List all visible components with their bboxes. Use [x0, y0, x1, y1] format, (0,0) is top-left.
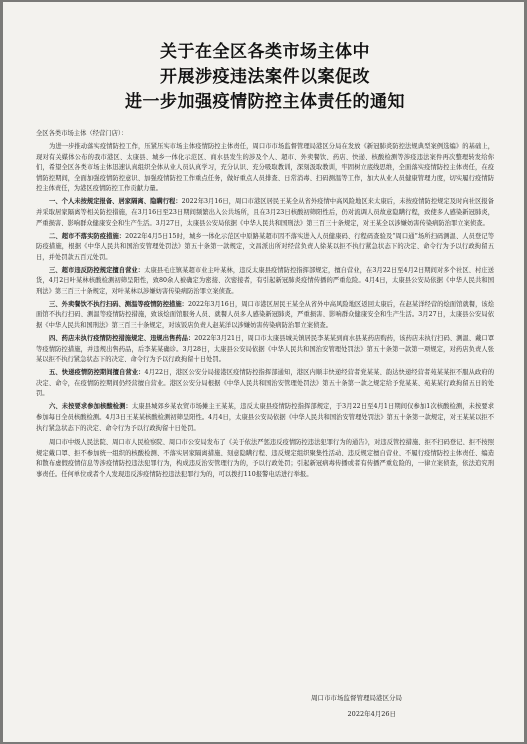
section-5 [36, 334, 494, 366]
title-line-1: 关于在全区各类市场主体中 [160, 42, 370, 62]
section-4 [36, 300, 494, 332]
section-heading: 四、药店未执行疫情防控措施规定、违规出售药品： [49, 335, 195, 343]
section-3 [36, 266, 494, 298]
document-page [3, 2, 524, 742]
section-heading: 三、超市违反防控规定擅自营业： [49, 266, 145, 274]
section-heading: 六、未按要求参加核酸检测： [49, 403, 132, 411]
section-text: 太康县毛庄镇某超市业主叶某林，违反太康县疫情防控指挥部规定，擅自营业，在3月22日至4月2日期间对多个社区、村庄送货，4月2日叶某林核酸检测初筛呈阳性，致80余人被确定为密接、次密接者，有引起新冠肺炎疫情传播的严重危险。4月4日，太康县公安局依据《中华人民共和国刑法》第三百三十条规定，对叶某林以涉嫌妨害传染病防治罪立案侦查。 [36, 266, 494, 295]
section-text: 2022年3月16日，周口市港区居民王某全从省外疫情中高风险地区来太康后，未按疫情防控规定及时向社区报备并采取居家隔离等相关防控措施，在3月16日至23日期间频繁出入公共场所，且在3月23日核酸初筛阳性后，仍对流调人员故意隐瞒行程，致使多人感染新冠肺炎，严重损害、影响群众健康安全和生产生活。3月27日，太康县公安局依据《中华人民共和国刑法》第三百三十条规定，对王某全以涉嫌妨害传染病防治罪立案侦查。 [36, 198, 494, 227]
section-text: 4月22日，港区公安分局接港区疫情防控指挥部通知，港区内顺丰快递经营者党某某、韵达快递经营者苑某某拒不服从政府的决定、命令，在疫情防控期间仍经营擅自营业。港区公安分局根据《中华人民共和国治安管理处罚法》第五十条第一款之规定给予党某某、苑某某行政拘留五日的处罚。 [36, 369, 494, 398]
section-text: 太康县城郊乡某农贸市场摊主王某某，违反太康县疫情防控指挥部规定，于3月22日至4月1日期间仅参加1次核酸检测，未按要求参加每日全员核酸检测。4月3日王某某核酸检测初筛呈阳性。4月4日，太康县公安局依据《中华人民共和国治安管理处罚法》第五十条第一款规定，对王某某以拒不执行紧急状态下的决定、命令行为予以行政拘留十日处罚。 [36, 403, 494, 432]
section-heading: 五、快递疫情防控期间擅自营业： [49, 369, 145, 377]
document-title [36, 40, 494, 115]
section-1 [36, 197, 494, 229]
section-7 [36, 402, 494, 434]
section-heading: 三、外卖餐饮不执行扫码、测温等疫情防控措施： [49, 300, 188, 308]
section-6 [36, 368, 494, 400]
signature-org: 周口市市场监督管理局港区分局 [311, 694, 402, 702]
salutation: 全区各类市场主体（经营门店）： [36, 130, 128, 137]
section-heading: 一、个人未按规定报备、居家隔离、隐瞒行程： [49, 198, 182, 206]
section-text: 2022年3月21日，周口市太康县城关镇居民李某某到商水县某药店购药，该药店未执行扫码、测温、戴口罩等疫情防控措施，并违规出售药品，后李某某确诊。3月28日，太康县公安局依据《中华人民共和国治安管理处罚法》第五十条第一款第一项规定，对药店负责人张某以拒不执行紧急状态下的决定、命令行为予以行政拘留十日处罚。 [36, 335, 495, 364]
section-text: 2022年3月16日，周口市港区居民王某全从省外中高风险地区返回太康后，在赵某洋经营的烩面馆就餐，该烩面馆不执行扫码、测温等疫情防控措施，致该烩面馆服务人员、就餐人员多人感染新冠肺炎，严重损害、影响群众健康安全和生产生活。3月27日，太康县公安局依据《中华人民共和国刑法》第三百三十条规定，对该饭店负责人赵某洋以涉嫌妨害传染病防治罪立案侦查。 [36, 300, 495, 330]
intro-paragraph: 为进一步推动落实疫情防控工作，压紧压实市场主体疫情防控主体责任，周口市市场监督管理局港区分局在发放《新冠肺炎防控法规典型案例选编》的基础上，现对有关媒体公布的我市港区、太康县、城乡一体化示范区、商水县发生的涉及个人、超市、外卖餐饮、药店、快递、核酸检测等涉疫违法案件再次整理转发给你们，希望全区各类市场主体迅速认真组织全体从业人员认真学习，充分认识、充分吸取教训，深刻汲取教训，牢固树立底线思维，全面落实疫情防控主体责任，在疫情防控期间，全面加强疫情防控意识、加强疫情防控工作重点任务，做好重点人员排查、日常消毒、扫码测温等工作，加大从业人员健康管理力度，切实履行疫情防控主体责任，为港区疫情防控工作贡献力量。 [36, 142, 494, 193]
closing-paragraph: 周口市中级人民法院、周口市人民检察院、周口市公安局发布了《关于依法严惩违反疫情防控违法犯罪行为的通告》，对违反管控措施、拒不扫码登记、拒不按照规定戴口罩、拒不参加统一组织的核酸检测、不落实居家隔离措施、刻意隐瞒行程、违反规定组织聚集性活动、违反规定擅自营业、不履行疫情防控主体责任、编造和散布虚假疫情信息等涉疫情防控违法犯罪行为，构成违反治安管理行为的，予以行政处罚；引起新冠病毒传播或者有传播严重危险的，一律立案侦查，依法追究刑事责任。任何单位或者个人发现违反涉疫情防控违法犯罪行为的，可以拨打110报警电话进行举报。 [36, 439, 494, 478]
signature-date: 2022年4月26日 [347, 710, 396, 718]
section-heading: 二、超市不落实防疫措施： [49, 232, 126, 240]
section-2 [36, 232, 494, 264]
title-line-2: 开展涉疫违法案件以案促改 [160, 67, 370, 87]
section-text: 2022年4月5日15时，城乡一体化示范区中原路某超市因不落实进入人员健康码、行程码查验及“周口通”场所扫码测温、人员登记等防疫措施，根据《中华人民共和国治安管理处罚法》第五十条第一款规定，文昌派出所对经营负责人徐某以拒不执行紧急状态下的决定、命令行为予以行政拘留五日，并处罚款五百元处罚。 [36, 232, 494, 261]
document-body [36, 129, 494, 481]
title-line-3: 进一步加强疫情防控主体责任的通知 [125, 92, 405, 112]
